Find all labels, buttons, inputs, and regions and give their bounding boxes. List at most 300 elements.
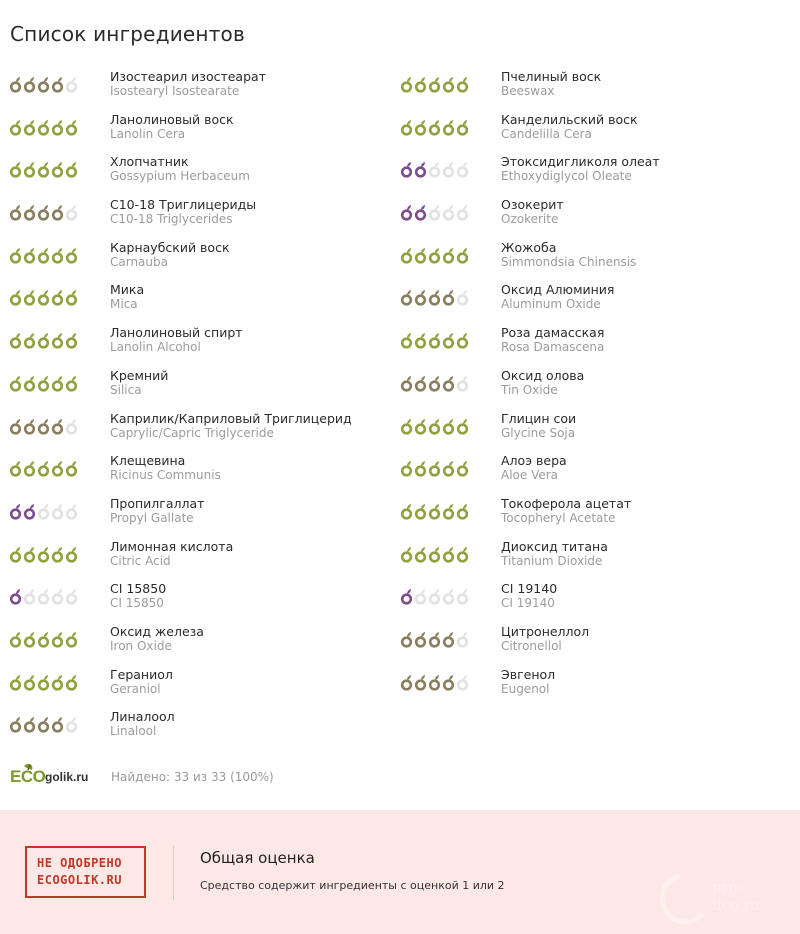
rating-drop-icon xyxy=(23,418,36,435)
ingredient-row[interactable] xyxy=(400,281,790,324)
rating-drop-icon xyxy=(456,204,469,221)
ingredient-name-ru[interactable]: CI 15850 xyxy=(110,581,167,597)
ingredient-names xyxy=(110,197,256,227)
rating-drop-icon xyxy=(456,460,469,477)
rating-drop-icon xyxy=(428,204,441,221)
ingredient-names xyxy=(110,325,243,355)
ingredient-name-inci: Iron Oxide xyxy=(110,638,172,653)
rating-drop-icon xyxy=(456,119,469,136)
rating-drop-icon xyxy=(428,161,441,178)
logo-eco-text: ECO xyxy=(10,767,46,786)
ingredient-names xyxy=(110,496,204,526)
rating-drop-icon xyxy=(9,375,22,392)
ingredient-row[interactable] xyxy=(400,623,790,666)
ingredient-row[interactable] xyxy=(9,196,399,239)
rating-drop-icon xyxy=(23,375,36,392)
ingredient-name-ru[interactable]: Ланолиновый спирт xyxy=(110,325,243,341)
rating-drop-icon xyxy=(9,588,22,605)
ingredient-name-inci: Eugenol xyxy=(501,681,550,696)
ingredient-names xyxy=(110,709,175,739)
ingredient-rating xyxy=(400,119,469,137)
stamp-line-2: ECOGOLIK.RU xyxy=(37,873,122,887)
ingredient-rating xyxy=(400,76,469,94)
rating-drop-icon xyxy=(442,289,455,306)
rating-drop-icon xyxy=(37,161,50,178)
ingredient-names xyxy=(501,667,555,697)
rating-drop-icon xyxy=(9,76,22,93)
rating-drop-icon xyxy=(51,503,64,520)
ingredient-rating xyxy=(400,631,469,649)
rating-drop-icon xyxy=(456,546,469,563)
ingredient-rating xyxy=(400,204,469,222)
ingredient-name-ru[interactable]: Эвгенол xyxy=(501,666,556,682)
rating-drop-icon xyxy=(456,375,469,392)
ingredient-row[interactable] xyxy=(9,538,399,581)
verdict-title: Общая оценка xyxy=(200,849,315,867)
rating-drop-icon xyxy=(23,674,36,691)
ingredient-name-ru[interactable]: Карнаубский воск xyxy=(110,239,230,255)
rating-drop-icon xyxy=(37,119,50,136)
rating-drop-icon xyxy=(400,375,413,392)
rating-drop-icon xyxy=(65,716,78,733)
rating-drop-icon xyxy=(65,503,78,520)
rating-drop-icon xyxy=(456,503,469,520)
rating-drop-icon xyxy=(51,204,64,221)
rating-drop-icon xyxy=(37,460,50,477)
rating-drop-icon xyxy=(400,247,413,264)
rating-drop-icon xyxy=(400,503,413,520)
ingredient-rating xyxy=(9,418,78,436)
ingredient-names xyxy=(501,624,589,654)
ingredient-name-inci: Lanolin Alcohol xyxy=(110,340,201,355)
rating-drop-icon xyxy=(442,332,455,349)
rating-drop-icon xyxy=(9,247,22,264)
ingredient-rating xyxy=(400,289,469,307)
rating-drop-icon xyxy=(23,460,36,477)
ingredient-name-inci: Caprylic/Capric Triglyceride xyxy=(110,425,274,440)
watermark xyxy=(650,870,790,930)
ingredient-name-ru[interactable]: Оксид железа xyxy=(110,623,204,639)
ingredient-name-ru[interactable]: Ланолиновый воск xyxy=(110,111,234,127)
ingredient-names xyxy=(110,69,266,99)
rating-drop-icon xyxy=(456,289,469,306)
ingredient-name-inci: Aluminum Oxide xyxy=(501,297,601,312)
rating-drop-icon xyxy=(456,161,469,178)
ingredient-name-inci: Mica xyxy=(110,297,138,312)
rating-drop-icon xyxy=(51,631,64,648)
rating-drop-icon xyxy=(9,546,22,563)
rating-drop-icon xyxy=(428,418,441,435)
rating-drop-icon xyxy=(51,460,64,477)
watermark-line-2: lico.ru xyxy=(712,896,761,914)
ingredient-row[interactable] xyxy=(9,580,399,623)
rating-drop-icon xyxy=(51,418,64,435)
rating-drop-icon xyxy=(414,76,427,93)
ingredient-names xyxy=(501,240,636,270)
ingredient-names xyxy=(110,112,234,142)
ingredient-rating xyxy=(400,375,469,393)
rating-drop-icon xyxy=(9,631,22,648)
ingredient-name-ru[interactable]: Пчелиный воск xyxy=(501,69,602,84)
rating-drop-icon xyxy=(456,332,469,349)
rating-drop-icon xyxy=(65,546,78,563)
ingredient-name-ru[interactable]: Оксид олова xyxy=(501,367,585,383)
rating-drop-icon xyxy=(23,546,36,563)
ingredient-rating xyxy=(400,161,469,179)
ingredient-name-inci: Tin Oxide xyxy=(501,382,558,397)
ingredient-rating xyxy=(9,247,78,265)
rating-drop-icon xyxy=(442,674,455,691)
watermark-text xyxy=(712,878,760,914)
ingredient-rating xyxy=(400,674,469,692)
rating-drop-icon xyxy=(414,204,427,221)
ingredient-name-ru[interactable]: Этоксидигликоля олеат xyxy=(501,154,660,170)
ingredient-row[interactable] xyxy=(400,367,790,410)
ingredient-name-ru[interactable]: Кремний xyxy=(110,367,169,383)
rating-drop-icon xyxy=(23,631,36,648)
ingredient-name-ru[interactable]: Оксид Алюминия xyxy=(501,282,615,298)
ingredient-name-inci: Gossypium Herbaceum xyxy=(110,169,250,184)
ingredient-name-ru[interactable]: Мика xyxy=(110,282,145,298)
rating-drop-icon xyxy=(65,76,78,93)
watermark-line-1: pro- xyxy=(712,878,743,896)
rating-drop-icon xyxy=(414,460,427,477)
ingredient-row[interactable] xyxy=(400,68,790,111)
ingredient-row[interactable] xyxy=(9,153,399,196)
rating-drop-icon xyxy=(442,588,455,605)
rating-drop-icon xyxy=(428,289,441,306)
ingredient-name-inci: CI 19140 xyxy=(501,596,555,611)
ingredient-rating xyxy=(400,503,469,521)
rating-drop-icon xyxy=(414,503,427,520)
ingredient-rating xyxy=(400,588,469,606)
rating-drop-icon xyxy=(9,161,22,178)
ingredient-name-inci: Citronellol xyxy=(501,638,562,653)
ingredient-names xyxy=(110,240,230,270)
rating-drop-icon xyxy=(23,716,36,733)
rating-drop-icon xyxy=(37,375,50,392)
ingredient-name-ru[interactable]: Пропилгаллат xyxy=(110,495,205,511)
rating-drop-icon xyxy=(9,460,22,477)
ingredient-name-inci: Beeswax xyxy=(501,84,555,98)
ingredient-name-ru[interactable]: Диоксид титана xyxy=(501,538,608,554)
ingredient-name-inci: Candelilla Cera xyxy=(501,126,592,141)
rating-drop-icon xyxy=(9,674,22,691)
rating-drop-icon xyxy=(442,247,455,264)
ingredient-name-inci: C10-18 Triglycerides xyxy=(110,212,233,227)
rating-drop-icon xyxy=(51,119,64,136)
rating-drop-icon xyxy=(414,161,427,178)
rating-drop-icon xyxy=(65,418,78,435)
rating-drop-icon xyxy=(400,204,413,221)
ingredient-names xyxy=(110,581,166,611)
ingredient-name-ru[interactable]: Токоферола ацетат xyxy=(501,495,632,511)
ingredient-name-ru[interactable]: C10-18 Триглицериды xyxy=(110,197,257,213)
rating-drop-icon xyxy=(456,418,469,435)
stamp-line-1: НЕ ОДОБРЕНО xyxy=(37,856,122,870)
ingredient-row[interactable] xyxy=(400,495,790,538)
rating-drop-icon xyxy=(51,375,64,392)
rating-drop-icon xyxy=(456,674,469,691)
ingredient-name-inci: Citric Acid xyxy=(110,553,171,568)
rating-drop-icon xyxy=(65,161,78,178)
rating-drop-icon xyxy=(400,631,413,648)
ingredient-row[interactable] xyxy=(9,239,399,282)
footer xyxy=(10,762,410,790)
rating-drop-icon xyxy=(414,247,427,264)
ingredient-names xyxy=(110,453,221,483)
ingredient-name-ru[interactable]: Клещевина xyxy=(110,453,186,469)
ingredient-names xyxy=(501,496,631,526)
ingredient-rating xyxy=(9,76,78,94)
ingredient-names xyxy=(501,411,576,441)
ingredient-name-inci: Aloe Vera xyxy=(501,468,559,483)
ingredient-rating xyxy=(9,332,78,350)
ingredient-name-inci: Geraniol xyxy=(110,681,161,696)
not-approved-stamp xyxy=(25,846,146,898)
ingredient-rating xyxy=(9,716,78,734)
ingredient-name-ru[interactable]: Линалоол xyxy=(110,709,175,725)
ingredient-row[interactable] xyxy=(400,111,790,154)
rating-drop-icon xyxy=(65,247,78,264)
rating-drop-icon xyxy=(428,503,441,520)
ingredient-row[interactable] xyxy=(400,452,790,495)
rating-drop-icon xyxy=(37,546,50,563)
ingredient-name-ru[interactable]: Гераниол xyxy=(110,666,173,682)
ingredient-row[interactable] xyxy=(9,495,399,538)
rating-drop-icon xyxy=(400,674,413,691)
ingredient-name-ru[interactable]: Глицин сои xyxy=(501,410,577,426)
ingredient-names xyxy=(501,453,567,483)
rating-drop-icon xyxy=(37,631,50,648)
ingredient-names xyxy=(110,282,144,312)
ingredient-name-inci: Tocopheryl Acetate xyxy=(501,510,616,525)
ingredient-name-ru[interactable]: Каприлик/Каприловый Триглицерид xyxy=(110,410,352,426)
rating-drop-icon xyxy=(442,418,455,435)
rating-drop-icon xyxy=(37,247,50,264)
rating-drop-icon xyxy=(9,289,22,306)
rating-drop-icon xyxy=(428,375,441,392)
ingredient-row[interactable] xyxy=(9,623,399,666)
ingredient-name-ru[interactable]: Лимонная кислота xyxy=(110,538,234,554)
ingredient-rating xyxy=(9,289,78,307)
rating-drop-icon xyxy=(37,289,50,306)
ingredient-name-inci: Carnauba xyxy=(110,254,168,269)
rating-drop-icon xyxy=(23,76,36,93)
rating-drop-icon xyxy=(51,247,64,264)
rating-drop-icon xyxy=(37,332,50,349)
ingredient-name-inci: Isostearyl Isostearate xyxy=(110,84,240,98)
rating-drop-icon xyxy=(400,460,413,477)
ingredient-names xyxy=(501,112,638,142)
rating-drop-icon xyxy=(51,674,64,691)
ingredient-name-ru[interactable]: Канделильский воск xyxy=(501,111,638,127)
rating-drop-icon xyxy=(400,76,413,93)
rating-drop-icon xyxy=(428,674,441,691)
ingredient-rating xyxy=(9,460,78,478)
rating-drop-icon xyxy=(400,119,413,136)
ingredient-row[interactable] xyxy=(9,708,399,751)
ingredient-row[interactable] xyxy=(9,281,399,324)
rating-drop-icon xyxy=(400,289,413,306)
rating-drop-icon xyxy=(414,631,427,648)
ingredient-row[interactable] xyxy=(400,580,790,623)
rating-drop-icon xyxy=(428,546,441,563)
ingredient-row[interactable] xyxy=(9,367,399,410)
rating-drop-icon xyxy=(9,204,22,221)
rating-drop-icon xyxy=(23,119,36,136)
ingredient-names xyxy=(110,667,173,697)
rating-drop-icon xyxy=(456,76,469,93)
rating-drop-icon xyxy=(442,503,455,520)
rating-drop-icon xyxy=(428,631,441,648)
rating-drop-icon xyxy=(37,76,50,93)
ingredient-name-inci: Simmondsia Chinensis xyxy=(501,254,637,269)
ingredient-names xyxy=(501,69,601,99)
ingredient-name-inci: Linalool xyxy=(110,724,157,739)
rating-drop-icon xyxy=(51,546,64,563)
ingredient-rating xyxy=(9,119,78,137)
rating-drop-icon xyxy=(51,289,64,306)
rating-drop-icon xyxy=(23,289,36,306)
rating-drop-icon xyxy=(428,332,441,349)
ingredient-row[interactable] xyxy=(9,666,399,709)
ingredient-rating xyxy=(400,460,469,478)
ingredient-name-inci: Silica xyxy=(110,382,142,397)
rating-drop-icon xyxy=(428,588,441,605)
rating-drop-icon xyxy=(65,631,78,648)
ingredient-names xyxy=(501,581,557,611)
ingredient-names xyxy=(501,368,584,398)
ingredient-rating xyxy=(9,375,78,393)
rating-drop-icon xyxy=(400,418,413,435)
rating-drop-icon xyxy=(414,546,427,563)
ingredient-row[interactable] xyxy=(9,452,399,495)
ecogolik-logo[interactable] xyxy=(10,762,100,788)
rating-drop-icon xyxy=(414,418,427,435)
ingredient-names xyxy=(110,411,352,441)
ingredient-name-ru[interactable]: Озокерит xyxy=(501,197,564,213)
rating-drop-icon xyxy=(400,332,413,349)
rating-drop-icon xyxy=(51,76,64,93)
rating-drop-icon xyxy=(400,546,413,563)
ingredient-row[interactable] xyxy=(400,666,790,709)
rating-drop-icon xyxy=(428,247,441,264)
rating-drop-icon xyxy=(400,588,413,605)
rating-drop-icon xyxy=(65,204,78,221)
ingredient-name-ru[interactable]: Жожоба xyxy=(501,239,557,255)
rating-drop-icon xyxy=(51,716,64,733)
rating-drop-icon xyxy=(428,119,441,136)
ingredient-row[interactable] xyxy=(9,410,399,453)
rating-drop-icon xyxy=(65,332,78,349)
rating-drop-icon xyxy=(442,375,455,392)
ingredient-name-ru[interactable]: Хлопчатник xyxy=(110,154,189,170)
ingredient-rating xyxy=(400,418,469,436)
ingredient-names xyxy=(501,282,614,312)
ingredient-row[interactable] xyxy=(9,68,399,111)
rating-drop-icon xyxy=(51,332,64,349)
ingredient-name-inci: Ethoxydiglycol Oleate xyxy=(501,169,632,184)
ingredient-names xyxy=(110,624,204,654)
ingredient-row[interactable] xyxy=(400,153,790,196)
ingredient-name-inci: Lanolin Cera xyxy=(110,126,186,141)
ingredient-names xyxy=(501,154,660,184)
rating-drop-icon xyxy=(414,375,427,392)
rating-drop-icon xyxy=(428,460,441,477)
ingredient-rating xyxy=(9,674,78,692)
ingredient-rating xyxy=(9,588,78,606)
rating-drop-icon xyxy=(414,332,427,349)
rating-drop-icon xyxy=(442,119,455,136)
rating-drop-icon xyxy=(65,119,78,136)
ingredient-row[interactable] xyxy=(400,324,790,367)
ingredient-list-right xyxy=(400,68,790,708)
divider xyxy=(173,846,174,900)
ingredient-row[interactable] xyxy=(400,196,790,239)
ingredient-names xyxy=(110,539,233,569)
ingredient-name-inci: Propyl Gallate xyxy=(110,510,194,525)
ingredient-rating xyxy=(9,546,78,564)
rating-drop-icon xyxy=(65,674,78,691)
rating-drop-icon xyxy=(442,460,455,477)
rating-drop-icon xyxy=(23,204,36,221)
ingredient-name-ru[interactable]: Изостеарил изостеарат xyxy=(110,69,266,84)
rating-drop-icon xyxy=(442,76,455,93)
ingredient-rating xyxy=(9,503,78,521)
ingredient-name-ru[interactable]: Роза дамасская xyxy=(501,325,605,341)
found-count: Найдено: 33 из 33 (100%) xyxy=(111,770,274,784)
rating-drop-icon xyxy=(37,674,50,691)
rating-drop-icon xyxy=(414,674,427,691)
rating-drop-icon xyxy=(456,631,469,648)
ingredient-name-inci: Ozokerite xyxy=(501,212,559,227)
ingredient-names xyxy=(110,368,168,398)
ingredient-name-inci: Rosa Damascena xyxy=(501,340,605,355)
ingredient-name-ru[interactable]: CI 19140 xyxy=(501,581,558,597)
rating-drop-icon xyxy=(65,588,78,605)
ingredient-name-ru[interactable]: Цитронеллол xyxy=(501,623,590,639)
ingredient-name-inci: CI 15850 xyxy=(110,596,164,611)
rating-drop-icon xyxy=(9,418,22,435)
ingredient-rating xyxy=(9,204,78,222)
rating-drop-icon xyxy=(442,204,455,221)
rating-drop-icon xyxy=(51,588,64,605)
rating-drop-icon xyxy=(428,76,441,93)
ingredient-row[interactable] xyxy=(400,538,790,581)
rating-drop-icon xyxy=(9,119,22,136)
ingredient-rating xyxy=(9,161,78,179)
rating-drop-icon xyxy=(414,289,427,306)
ingredient-name-ru[interactable]: Алоэ вера xyxy=(501,453,567,469)
ingredient-rating xyxy=(400,247,469,265)
ingredient-row[interactable] xyxy=(400,410,790,453)
rating-drop-icon xyxy=(23,161,36,178)
logo-site-text: golik.ru xyxy=(45,770,89,784)
ingredient-name-inci: Glycine Soja xyxy=(501,425,576,440)
ingredient-rating xyxy=(9,631,78,649)
ingredient-names xyxy=(501,325,604,355)
ingredient-row[interactable] xyxy=(9,111,399,154)
rating-drop-icon xyxy=(9,716,22,733)
page-title: Список ингредиентов xyxy=(10,22,245,46)
ingredient-rating xyxy=(400,332,469,350)
ingredient-names xyxy=(110,154,250,184)
rating-drop-icon xyxy=(442,631,455,648)
ingredient-row[interactable] xyxy=(9,324,399,367)
ingredient-list-left xyxy=(9,68,399,751)
ingredient-row[interactable] xyxy=(400,239,790,282)
